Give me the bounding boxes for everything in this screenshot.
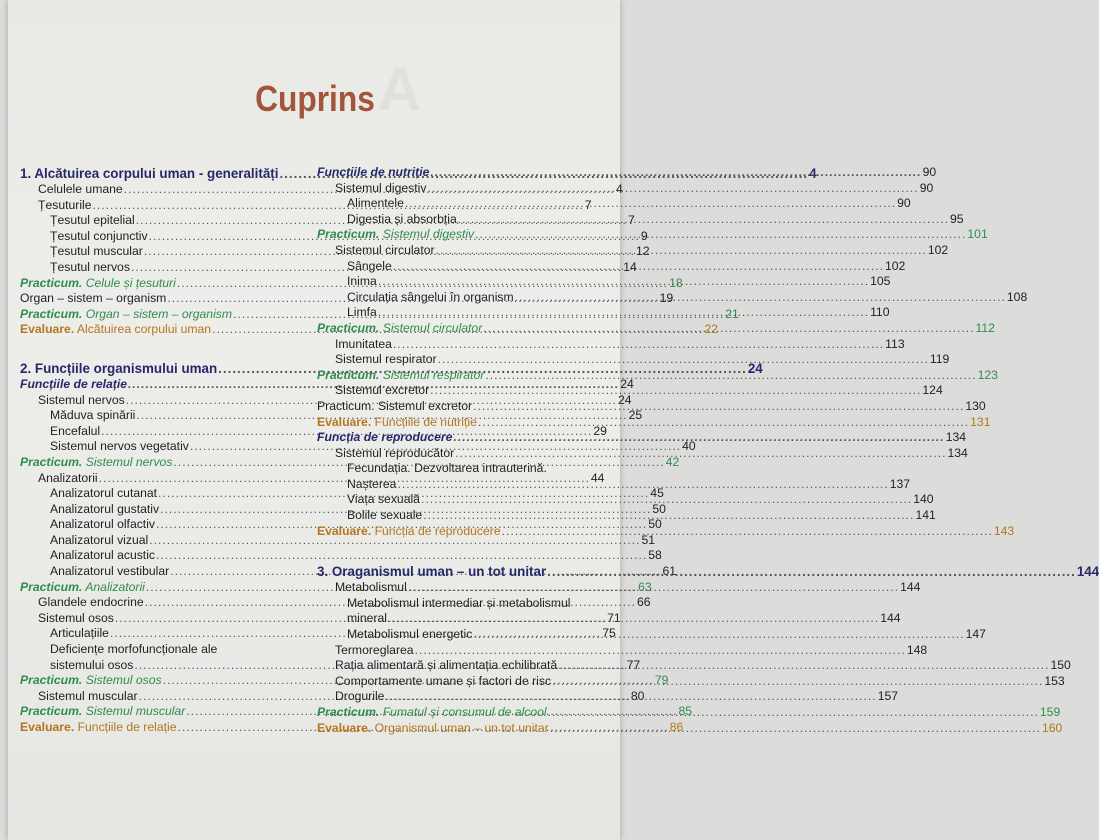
toc-page-number: 44 xyxy=(590,470,605,485)
dot-leader xyxy=(421,492,912,508)
toc-page-number: 24 xyxy=(617,392,632,407)
toc-entry-subject: Organ – sistem – organism xyxy=(82,306,233,321)
toc-entry-title xyxy=(20,720,177,736)
toc-page-number: 4 xyxy=(615,182,623,196)
toc-entry-title: Țesuturile xyxy=(38,197,92,212)
toc-entry-label: Practicum. xyxy=(20,306,83,321)
toc-entry[interactable] xyxy=(317,211,964,228)
toc-entry-title: Practicum. Sistemul excretor xyxy=(317,398,473,413)
dot-leader xyxy=(455,446,946,462)
toc-entry-label: Practicum. xyxy=(20,454,83,469)
toc-entry-title: Metabolismul energetic xyxy=(347,627,473,642)
toc-page-number: 25 xyxy=(628,408,643,423)
toc-entry-subject: Funcția de reproducere xyxy=(371,523,501,538)
toc-entry-title: Alimentele xyxy=(347,196,404,211)
toc-entry-title: Sistemul nervos vegetativ xyxy=(50,439,189,454)
toc-page-number: 108 xyxy=(1006,289,1028,304)
toc-page-number: 50 xyxy=(648,517,662,532)
dot-leader xyxy=(502,524,993,540)
toc-entry-title: Țesutul muscular xyxy=(50,244,143,259)
toc-entry-title: Inima xyxy=(347,274,377,289)
dot-leader xyxy=(478,415,969,431)
toc-entry[interactable] xyxy=(20,532,656,549)
background-bleed-letter: A xyxy=(378,56,424,123)
toc-entry-title xyxy=(20,673,162,689)
toc-entry[interactable] xyxy=(317,596,591,612)
toc-entry-label: Evaluare. xyxy=(317,720,372,735)
toc-entry-title: Analizatorul gustativ xyxy=(50,501,160,516)
toc-page-number: 7 xyxy=(627,213,635,228)
toc-page-number: 18 xyxy=(669,275,683,290)
toc-page-number: 12 xyxy=(636,244,650,259)
toc-page-number: 71 xyxy=(607,610,621,625)
toc-page-number: 85 xyxy=(678,704,693,719)
dot-leader xyxy=(415,643,906,659)
toc-entry-label: Practicum. xyxy=(317,367,380,382)
toc-page-number: 90 xyxy=(919,180,934,195)
toc-entry-subject: Sistemul osos xyxy=(82,673,162,688)
toc-page-number: 75 xyxy=(602,626,616,641)
toc-entry-title: Sistemul circulator xyxy=(335,242,435,257)
toc-entry-title: Viața sexuală xyxy=(347,492,420,507)
toc-entry-title: Sistemul digestiv xyxy=(335,180,427,195)
toc-entry-title: Bolile sexuale xyxy=(347,508,423,523)
toc-entry-title: Sistemul excretor xyxy=(335,383,430,398)
toc-page-number: 101 xyxy=(967,227,988,242)
toc-page-number: 51 xyxy=(641,532,656,547)
toc-entry-title: Analizatorul acustic xyxy=(50,548,155,563)
toc-entry[interactable] xyxy=(317,227,988,243)
toc-entry-subject: Alcătuirea corpului uman xyxy=(74,322,212,337)
toc-entry-title: Funcția de reproducere xyxy=(317,430,453,445)
dot-leader xyxy=(430,165,921,181)
toc-entry-title: Metabolismul xyxy=(335,580,407,595)
toc-entry-title xyxy=(317,368,484,384)
toc-page-number: 159 xyxy=(1039,705,1061,719)
toc-entry-title: Deficiențe morfofuncționale ale xyxy=(50,642,218,657)
toc-entry-label: Practicum. xyxy=(317,705,380,719)
dot-leader xyxy=(438,352,929,368)
dot-leader xyxy=(485,368,976,384)
toc-page-number: 124 xyxy=(922,383,943,398)
dot-leader xyxy=(458,212,949,228)
toc-page-number: 153 xyxy=(1044,673,1065,688)
toc-entry-title: Digestia și absorbția xyxy=(347,211,457,226)
toc-entry-title xyxy=(20,276,176,292)
toc-entry-label: Evaluare. xyxy=(317,414,372,429)
toc-page-number: 112 xyxy=(975,320,995,335)
toc-entry-title: 2. Funcțiile organismului uman xyxy=(20,360,218,376)
toc-page-number: 119 xyxy=(929,352,950,367)
toc-entry-title: Drogurile xyxy=(335,689,385,704)
toc-page-number: 19 xyxy=(659,291,674,306)
dot-leader xyxy=(405,196,896,212)
toc-entry-label: Evaluare. xyxy=(20,322,75,337)
toc-page-number: 90 xyxy=(922,165,937,179)
dot-leader xyxy=(473,627,964,643)
toc-page-number: 144 xyxy=(880,611,901,626)
dot-leader xyxy=(453,430,944,446)
toc-page-number: 95 xyxy=(950,211,964,226)
toc-page-number: 140 xyxy=(913,492,934,507)
toc-entry-title: Sistemul respirator xyxy=(335,352,437,367)
toc-entry-title xyxy=(20,580,145,596)
toc-page-number: 24 xyxy=(747,360,763,376)
toc-entry-title xyxy=(20,307,232,323)
page-title: Cuprins xyxy=(255,78,375,119)
toc-entry-title xyxy=(317,227,474,243)
toc-entry-subject: Sistemul digestiv xyxy=(379,227,475,242)
toc-entry-label: Practicum. xyxy=(317,320,380,335)
dot-leader xyxy=(552,674,1043,690)
dot-leader xyxy=(483,321,974,337)
toc-entry-subject: Sistemul respirator xyxy=(379,367,485,382)
toc-page-number: 80 xyxy=(630,688,645,703)
toc-page-number: 77 xyxy=(626,657,641,672)
toc-entry-title: Țesutul nervos xyxy=(50,259,130,274)
toc-page-number: 45 xyxy=(650,486,664,501)
toc-entry[interactable] xyxy=(317,336,905,353)
toc-page-number: 134 xyxy=(947,445,968,460)
toc-entry-title xyxy=(317,321,482,337)
toc-entry-subject: Sistemul nervos xyxy=(82,454,173,469)
toc-entry-title xyxy=(317,705,547,721)
toc-entry-title xyxy=(317,721,549,737)
dot-leader xyxy=(378,305,869,321)
dot-leader xyxy=(393,337,884,353)
toc-page-number: 141 xyxy=(915,508,936,523)
toc-entry-title: Fecundația. Dezvoltarea intrauterină. xyxy=(347,461,547,476)
toc-page-number: 14 xyxy=(623,259,637,274)
dot-leader xyxy=(558,658,1049,674)
toc-entry-title: Funcțiile de nutriție xyxy=(317,165,430,179)
toc-page-number: 137 xyxy=(889,476,911,491)
toc-entry-title: Organ – sistem – organism xyxy=(20,291,167,306)
toc-entry-title: 1. Alcătuirea corpului uman - generalități xyxy=(20,166,279,181)
toc-entry-subject: Funcțiile de nutriție xyxy=(371,414,477,429)
toc-entry[interactable] xyxy=(317,165,937,181)
toc-page-number: 58 xyxy=(648,548,662,563)
toc-page-number: 144 xyxy=(900,580,921,595)
toc-page-number: 24 xyxy=(620,376,634,391)
toc-entry-title: Encefalul xyxy=(50,423,101,438)
toc-entry-subject: Sistemul circulator xyxy=(379,320,483,335)
dot-leader xyxy=(475,227,966,243)
toc-entry-subject: Sistemul muscular xyxy=(82,704,186,719)
toc-entry-title: sistemului osos xyxy=(50,657,134,672)
toc-entry-title: Analizatorul vestibular xyxy=(50,564,170,579)
toc-page-number: 50 xyxy=(652,501,666,516)
toc-entry-subject: Funcțiile de relație xyxy=(74,720,177,734)
toc-entry-title: Analizatorul cutanat xyxy=(50,486,158,501)
toc-page-number: 22 xyxy=(704,322,718,337)
toc-page-number: 63 xyxy=(638,579,652,594)
toc-page-number: 150 xyxy=(1050,658,1071,673)
toc-page-number: 143 xyxy=(993,523,1015,538)
toc-page-number: 123 xyxy=(977,367,998,382)
toc-entry-subject: Organismul uman – un tot unitar xyxy=(371,720,549,735)
toc-entry-title: 3. Oraganismul uman – un tot unitar xyxy=(317,564,547,580)
toc-entry-title: Articulațiile xyxy=(50,626,109,641)
dot-leader xyxy=(408,580,899,596)
dot-leader xyxy=(385,689,876,705)
toc-page-number: 131 xyxy=(970,414,991,429)
dot-leader xyxy=(430,383,921,399)
toc-page-number: 90 xyxy=(897,196,911,211)
toc-entry[interactable] xyxy=(317,461,591,477)
toc-page-number: 66 xyxy=(636,595,651,610)
toc-entry-title xyxy=(317,415,477,431)
toc-entry-subject: Analizatorii xyxy=(82,579,145,594)
dot-leader xyxy=(436,243,927,259)
toc-entry-title xyxy=(20,704,185,720)
toc-entry[interactable] xyxy=(317,180,934,197)
toc-page-number: 147 xyxy=(965,627,986,642)
toc-entry-title: Glandele endocrine xyxy=(38,595,144,610)
toc-entry-label: Practicum. xyxy=(317,227,380,242)
toc-page-number: 4 xyxy=(809,166,817,181)
toc-entry-title: mineral xyxy=(347,611,387,626)
toc-page-number: 79 xyxy=(654,673,669,688)
toc-page-number: 40 xyxy=(682,439,696,454)
toc-entry-label: Practicum. xyxy=(20,704,83,719)
dot-leader xyxy=(388,611,879,627)
toc-entry-title: Sângele xyxy=(347,258,392,273)
toc-entry-title: Analizatorii xyxy=(38,470,98,485)
toc-entry-title: Nașterea xyxy=(347,476,397,491)
toc-entry[interactable] xyxy=(317,383,943,399)
toc-page-number: 110 xyxy=(870,305,890,320)
toc-entry-title: Rația alimentară și alimentația echilibrată xyxy=(335,658,558,673)
toc-entry-title: Funcțiile de relație xyxy=(20,376,128,391)
toc-entry-label: Evaluare. xyxy=(317,523,372,538)
toc-page-number: 157 xyxy=(877,689,899,704)
toc-entry-title: Țesutul conjunctiv xyxy=(50,228,148,243)
toc-entry-title: Sistemul reproducător xyxy=(335,445,455,460)
toc-page-number: 29 xyxy=(593,423,607,438)
toc-entry[interactable] xyxy=(20,548,662,564)
toc-entry-title: Analizatorul olfactiv xyxy=(50,517,155,532)
toc-entry[interactable] xyxy=(20,642,308,658)
toc-page-number: 7 xyxy=(584,197,592,212)
toc-entry-title: Comportamente umane și factori de risc xyxy=(335,673,552,688)
toc-entry-label: Evaluare. xyxy=(20,720,75,734)
toc-entry[interactable] xyxy=(317,196,911,212)
toc-entry-label: Practicum. xyxy=(20,673,83,688)
dot-leader xyxy=(547,563,1076,580)
toc-entry-title: Limfa xyxy=(347,305,377,320)
dot-leader xyxy=(427,181,918,197)
toc-entry[interactable] xyxy=(317,642,928,659)
toc-entry-title: Circulația sângelui în organism xyxy=(347,289,514,304)
toc-entry-title: Sistemul nervos xyxy=(38,392,125,407)
toc-entry-title xyxy=(20,322,211,338)
toc-page-number: 113 xyxy=(885,336,905,351)
dot-leader xyxy=(515,290,1006,306)
toc-entry-title: Metabolismul intermediar și metabolismul xyxy=(347,595,571,610)
toc-page-number: 105 xyxy=(870,274,891,289)
toc-entry-title: Termoreglarea xyxy=(335,642,414,657)
section-spacer xyxy=(317,539,591,563)
toc-page-number: 21 xyxy=(725,306,739,321)
toc-page-number: 86 xyxy=(669,720,684,734)
dot-leader xyxy=(378,274,869,290)
toc-entry-title: Țesutul epitelial xyxy=(50,213,135,228)
toc-entry-label: Practicum. xyxy=(20,275,83,290)
toc-page-number: 42 xyxy=(665,454,680,469)
dot-leader xyxy=(393,259,884,275)
toc-entry-label: Practicum. xyxy=(20,579,83,594)
dot-leader xyxy=(423,508,914,524)
dot-leader xyxy=(397,477,888,493)
dot-leader xyxy=(550,721,1041,737)
toc-page-number: 102 xyxy=(927,242,949,257)
toc-entry-title: Analizatorul vizual xyxy=(50,532,149,547)
toc-entry-title: Sistemul osos xyxy=(38,610,114,625)
toc-page-number: 144 xyxy=(1076,564,1099,580)
toc-entry-title: Celulele umane xyxy=(38,182,123,196)
toc-entry-title: Măduva spinării xyxy=(50,408,136,423)
dot-leader xyxy=(548,705,1039,721)
toc-entry-subject: Fumatul și consumul de alcool xyxy=(379,705,547,719)
section-spacer xyxy=(20,338,308,360)
toc-entry-title xyxy=(317,524,501,540)
toc-page-number: 61 xyxy=(662,564,677,579)
toc-page-number: 9 xyxy=(640,228,648,243)
toc-entry-subject: Celule și țesuturi xyxy=(82,275,176,290)
toc-page-number: 130 xyxy=(965,398,986,413)
toc-entry-title: Imunitatea xyxy=(335,336,392,351)
toc-page-number: 134 xyxy=(945,430,967,445)
toc-page-number: 102 xyxy=(884,258,906,273)
toc-page-number: 148 xyxy=(906,642,928,657)
toc-entry-title xyxy=(20,455,172,471)
toc-entry-title: Sistemul muscular xyxy=(38,688,138,703)
toc-page-number: 160 xyxy=(1041,720,1063,735)
dot-leader xyxy=(473,399,964,415)
